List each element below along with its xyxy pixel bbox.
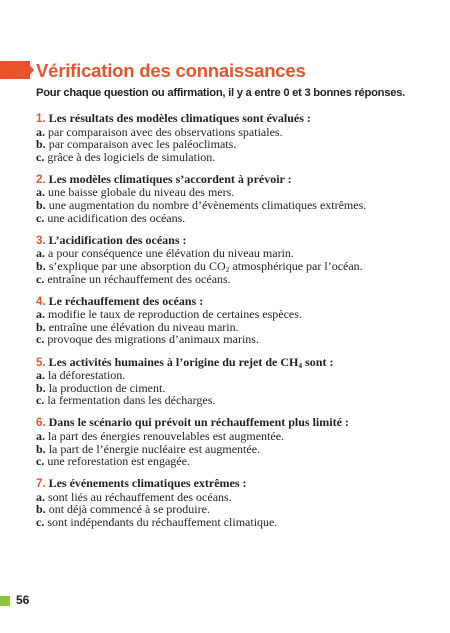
option-text: a pour conséquence une élévation du niveau marin.	[48, 246, 294, 261]
question-stem	[36, 356, 436, 370]
option-letter: c.	[36, 149, 45, 164]
option-text: par comparaison avec les paléoclimats.	[48, 137, 237, 152]
question-number: 6.	[36, 417, 46, 430]
option-text: sont liés au réchauffement des océans.	[48, 489, 232, 504]
option-text: la part de l’énergie nucléaire est augmentée.	[48, 441, 261, 456]
option-letter: c.	[36, 515, 45, 530]
question-stem	[36, 112, 436, 126]
option-letter: b.	[36, 380, 46, 395]
option-letter: b.	[36, 319, 46, 334]
question-stem	[36, 234, 436, 248]
option-text: la fermentation dans les décharges.	[47, 393, 216, 408]
section-marker-arrow-icon	[26, 61, 34, 79]
option-letter: b.	[36, 258, 46, 273]
question-7	[36, 477, 436, 528]
question-1	[36, 112, 436, 163]
option-letter: b.	[36, 198, 46, 213]
question-number: 1.	[36, 113, 46, 125]
question-text: Le réchauffement des océans :	[48, 293, 204, 308]
option-letter: b.	[36, 502, 46, 517]
question-4	[36, 295, 436, 346]
option-letter: c.	[36, 393, 45, 408]
option-letter: a.	[36, 124, 45, 139]
question-text-end: sont :	[302, 354, 334, 369]
option-letter: b.	[36, 441, 46, 456]
option-letter: c.	[36, 271, 45, 286]
option-text: modifie le taux de reproduction de certaines espèces.	[48, 307, 302, 322]
question-stem	[36, 295, 436, 309]
question-6	[36, 416, 436, 467]
question-text-start: Les activités humaines à l’origine du rejet de CH	[48, 354, 299, 369]
question-text	[49, 355, 334, 369]
option-text-end: atmosphérique par l’océan.	[229, 258, 363, 273]
subscript: 2	[225, 264, 230, 274]
option-text: une augmentation du nombre d’évènements climatiques extrêmes.	[48, 198, 367, 213]
option-c	[36, 273, 436, 286]
option-c	[36, 455, 436, 468]
option-letter: c.	[36, 454, 45, 469]
option-c	[36, 516, 436, 529]
question-number: 5.	[36, 356, 46, 369]
question-stem	[36, 173, 436, 187]
option-text: la production de ciment.	[48, 380, 166, 395]
option-letter: a.	[36, 428, 45, 443]
page-number-marker	[0, 596, 10, 606]
question-5	[36, 356, 436, 407]
instructions: Pour chaque question ou affirmation, il y a entre 0 et 3 bonnes réponses.	[36, 87, 406, 99]
question-text: Les événements climatiques extrêmes :	[48, 476, 247, 491]
option-text: sont indépendants du réchauffement climatique.	[47, 515, 278, 530]
option-c	[36, 151, 436, 164]
option-letter: c.	[36, 210, 45, 225]
option-letter: c.	[36, 332, 45, 347]
option-text: la déforestation.	[48, 368, 126, 383]
question-number: 3.	[36, 234, 46, 247]
option-letter: b.	[36, 137, 46, 152]
option-letter: a.	[36, 368, 45, 383]
option-letter: a.	[36, 307, 45, 322]
option-text: entraîne une élévation du niveau marin.	[48, 319, 239, 334]
question-text: Les résultats des modèles climatiques sont évalués :	[48, 111, 311, 125]
option-letter: a.	[36, 185, 45, 200]
question-number: 2.	[36, 173, 46, 186]
option-c	[36, 333, 436, 346]
question-3	[36, 234, 436, 285]
option-text: la part des énergies renouvelables est augmentée.	[48, 428, 285, 443]
option-text: ont déjà commencé à se produire.	[48, 502, 210, 517]
option-text: provoque des migrations d’animaux marins.	[47, 332, 259, 347]
option-text: par comparaison avec des observations spatiales.	[48, 124, 283, 139]
question-text: Dans le scénario qui prévoit un réchauffement plus limité :	[48, 415, 349, 430]
question-stem	[36, 477, 436, 491]
section-title: Vérification des connaissances	[36, 60, 306, 81]
option-c	[36, 394, 436, 407]
option-text: une reforestation est engagée.	[47, 454, 190, 469]
option-c	[36, 212, 436, 225]
option-text: entraîne un réchauffement des océans.	[47, 271, 231, 286]
option-text: une baisse globale du niveau des mers.	[48, 185, 235, 200]
option-text: grâce à des logiciels de simulation.	[47, 149, 216, 164]
page-number: 56	[16, 593, 30, 607]
question-stem	[36, 416, 436, 430]
option-letter: a.	[36, 489, 45, 504]
option-text-start: s’explique par une absorption du CO	[48, 258, 226, 273]
option-letter: a.	[36, 246, 45, 261]
question-text: Les modèles climatiques s’accordent à prévoir :	[48, 171, 292, 186]
question-2	[36, 173, 436, 224]
subscript: 4	[298, 360, 303, 370]
question-number: 4.	[36, 295, 46, 308]
question-list	[36, 112, 436, 538]
question-text: L’acidification des océans :	[48, 232, 187, 247]
question-number: 7.	[36, 478, 46, 491]
option-text: une acidification des océans.	[47, 210, 186, 225]
